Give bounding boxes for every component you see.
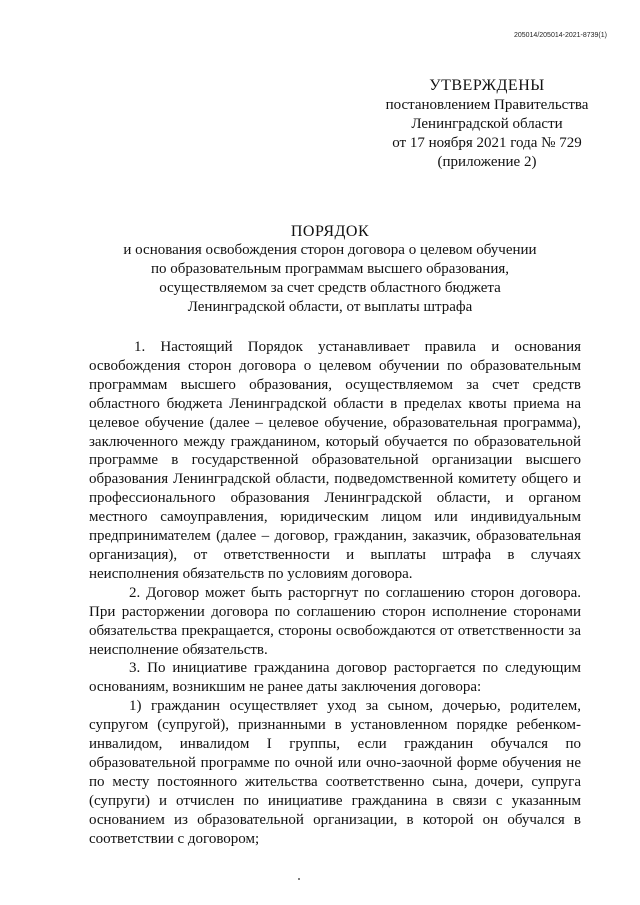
heading-line-3: осуществляемом за счет средств областного бюджета: [159, 280, 501, 296]
document-body: [89, 338, 581, 848]
paragraph-2: 2. Договор может быть расторгнут по соглашению сторон договора. При расторжении договора по соглашению сторон исполнение сторонами обязательства прекращается, стороны освобождаются от ответственности за неисполнение обязательств.: [89, 584, 581, 658]
paragraph-3: 3. По инициативе гражданина договор расторгается по следующим основаниям, возникшим не ранее даты заключения договора:: [89, 660, 581, 696]
paragraph-3-item-1: 1) гражданин осуществляет уход за сыном, дочерью, родителем, супругом (супругой), признанными в установленном порядке ребенком-инвалидом, инвалидом I группы, если гражданин обучался по образовательной программе по очной или очно-заочной форме обучения не по месту постоянного жительства соответственно сына, дочери, супруга (супруги) и отчислен по инициативе гражданина в связи с указанным основанием из образовательной организации, в которой он обучался в соответствии с договором;: [89, 698, 581, 847]
scan-speck: [298, 878, 300, 880]
heading-line-2: по образовательным программам высшего образования,: [151, 261, 509, 277]
heading-line-1: и основания освобождения сторон договора о целевом обучении: [123, 242, 537, 258]
heading-title: ПОРЯДОК: [290, 223, 370, 240]
document-id: 205014/205014-2021-8739(1): [513, 32, 607, 39]
approval-line-4: (приложение 2): [437, 154, 537, 170]
document-heading: [80, 222, 580, 317]
approval-line-2: Ленинградской области: [411, 116, 563, 132]
approval-title: УТВЕРЖДЕНЫ: [429, 77, 545, 94]
paragraph-1: 1. Настоящий Порядок устанавливает правила и основания освобождения сторон договора о целевом обучении по образовательным программам высшего образования, осуществляемом за счет средств областного бюджета Ленинградской области в пределах квоты приема на целевое обучение (далее – целевое обучение, образовательная программа), заключенного между гражданином, который обучается по образовательной программе в государственной образовательной организации высшего образования Ленинградской области, подведомственной комитету общего и профессионального образования Ленинградской области, и органом местного самоуправления, юридическим лицом или индивидуальным предпринимателем (далее – договор, гражданин, заказчик, образовательная организация), от ответственности и выплаты штрафа в случаях неисполнения обязательств по условиям договора.: [89, 339, 581, 582]
heading-line-4: Ленинградской области, от выплаты штрафа: [187, 299, 473, 315]
approval-line-1: постановлением Правительства: [385, 97, 589, 113]
approval-line-3: от 17 ноября 2021 года № 729: [392, 135, 582, 151]
approval-block: [362, 76, 612, 172]
